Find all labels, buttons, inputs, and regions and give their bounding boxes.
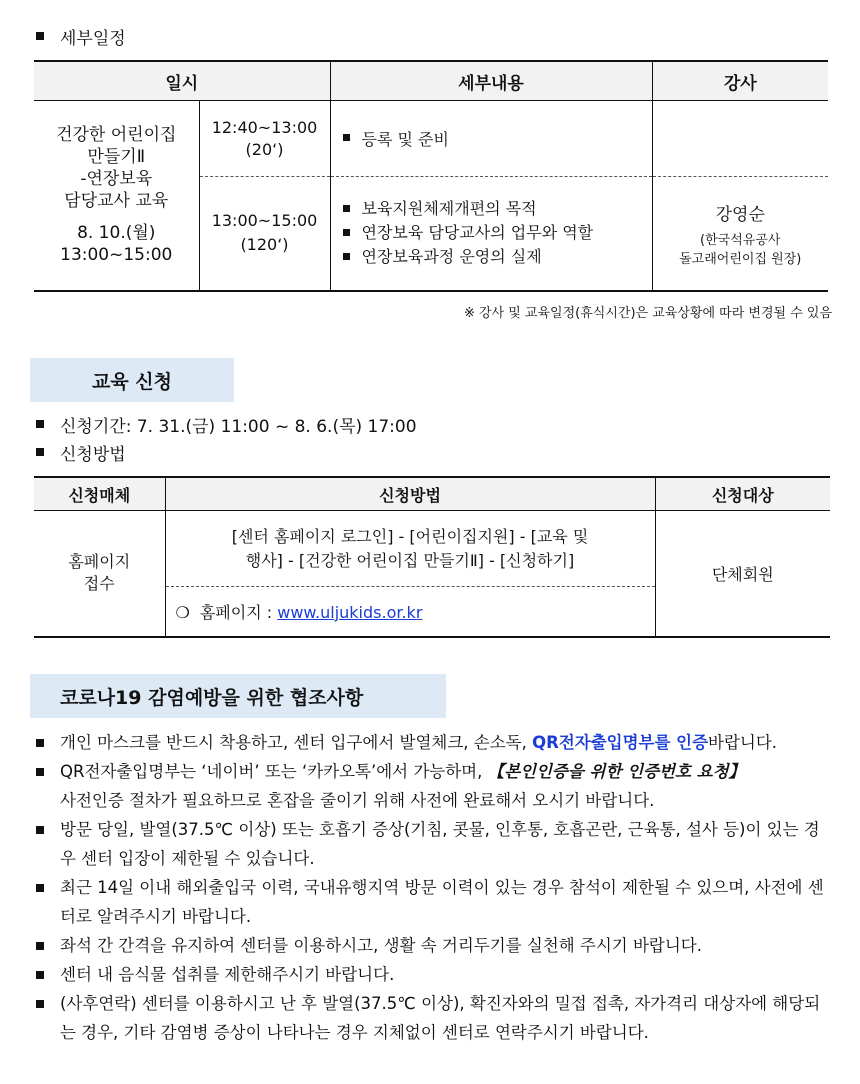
instructor-cell <box>652 177 828 291</box>
bullet-square-icon <box>36 826 44 834</box>
duration: (120‘) <box>240 235 289 255</box>
list-item <box>36 931 832 960</box>
bullet-square-icon <box>36 448 44 456</box>
bullet-square-icon <box>343 134 350 141</box>
header-instructor: 강사 <box>652 61 828 101</box>
item-text: 좌석 간 간격을 유지하여 센터를 이용하시고, 생활 속 거리두기를 실천해 주시기 바랍니다. <box>60 936 702 955</box>
method-path: 행사] - [건강한 어린이집 만들기Ⅱ] - [신청하기] <box>245 550 575 570</box>
covid-section-title <box>30 674 446 718</box>
bullet-square-icon <box>36 32 44 40</box>
schedule-heading: 세부일정 <box>60 29 126 49</box>
covid-section-label: 코로나19 감염예방을 위한 협조사항 <box>60 686 364 709</box>
detail-cell <box>330 177 652 291</box>
apply-method-row <box>36 440 126 465</box>
list-item <box>36 728 832 757</box>
apply-period: 신청기간: 7. 31.(금) 11:00 ~ 8. 6.(목) 17:00 <box>60 417 417 437</box>
header-method: 신청방법 <box>165 477 655 511</box>
bullet-square-icon <box>36 884 44 892</box>
detail-item: 등록 및 준비 <box>361 130 449 149</box>
program-cell <box>34 101 199 291</box>
item-emphasis: QR전자출입명부를 인증 <box>532 733 709 752</box>
schedule-heading-row <box>36 24 126 49</box>
detail-item: 연장보육 담당교사의 업무와 역할 <box>361 223 594 243</box>
bullet-square-icon <box>36 1000 44 1008</box>
apply-section-title <box>30 358 234 402</box>
detail-item: 연장보육과정 운영의 실제 <box>361 247 542 267</box>
bullet-square-icon <box>36 420 44 428</box>
program-line: -연장보육 <box>80 169 153 190</box>
item-emphasis: 【본인인증을 위한 인증번호 요청】 <box>487 762 746 781</box>
item-text: 센터 내 음식물 섭취를 제한해주시기 바랍니다. <box>60 965 395 984</box>
method-cell <box>165 511 655 587</box>
circle-bullet-icon: ❍ <box>175 602 190 622</box>
bullet-square-icon <box>36 768 44 776</box>
target-cell: 단체회원 <box>655 511 830 637</box>
bullet-square-icon <box>343 229 350 236</box>
instructor-role: 돌고래어린이집 원장) <box>679 251 802 267</box>
apply-table <box>34 476 830 638</box>
schedule-table <box>34 60 828 292</box>
bullet-square-icon <box>36 971 44 979</box>
covid-list <box>36 728 832 1047</box>
item-text: QR전자출입명부는 ‘네이버’ 또는 ‘카카오톡’에서 가능하며, <box>60 762 488 781</box>
apply-method-heading: 신청방법 <box>60 445 126 465</box>
instructor-name: 강영순 <box>715 204 765 225</box>
header-target: 신청대상 <box>655 477 830 511</box>
medium-line: 홈페이지 <box>68 552 131 572</box>
list-item <box>36 989 832 1047</box>
list-item <box>36 960 832 989</box>
header-detail: 세부내용 <box>330 61 652 101</box>
header-medium: 신청매체 <box>34 477 165 511</box>
item-text: 최근 14일 이내 해외출입국 이력, 국내유행지역 방문 이력이 있는 경우 참석이 제한될 수 있으며, 사전에 센터로 알려주시기 바랍니다. <box>60 878 824 926</box>
instructor-org: (한국석유공사 <box>700 232 781 248</box>
item-text: 개인 마스크를 반드시 착용하고, 센터 입구에서 발열체크, 손소독, <box>60 733 533 752</box>
medium-cell <box>34 511 165 637</box>
program-time: 13:00~15:00 <box>60 245 173 266</box>
detail-cell <box>330 101 652 177</box>
list-item <box>36 757 832 815</box>
homepage-cell <box>165 587 655 637</box>
apply-section-label: 교육 신청 <box>91 370 173 393</box>
apply-period-row <box>36 412 417 437</box>
instructor-cell <box>652 101 828 177</box>
homepage-label: 홈페이지 : <box>199 602 278 622</box>
bullet-square-icon <box>343 253 350 260</box>
bullet-square-icon <box>36 942 44 950</box>
item-text: 사전인증 절차가 필요하므로 혼잡을 줄이기 위해 사전에 완료해서 오시기 바랍니다. <box>60 791 655 810</box>
time-range: 12:40~13:00 <box>211 117 318 137</box>
header-datetime: 일시 <box>34 61 330 101</box>
item-text: 바랍니다. <box>708 733 778 752</box>
program-line: 담당교사 교육 <box>64 191 169 212</box>
detail-item: 보육지원체제개편의 목적 <box>361 199 537 219</box>
method-path: [센터 홈페이지 로그인] - [어린이집지원] - [교육 및 <box>231 526 589 546</box>
medium-line: 접수 <box>83 574 115 594</box>
program-line: 건강한 어린이집 <box>56 125 177 146</box>
item-text: 방문 당일, 발열(37.5℃ 이상) 또는 호흡기 증상(기침, 콧물, 인후통, 호흡곤란, 근육통, 설사 등)이 있는 경우 센터 입장이 제한될 수 있습니다. <box>60 820 820 868</box>
homepage-link[interactable]: www.uljukids.or.kr <box>277 602 423 622</box>
list-item <box>36 815 832 873</box>
time-range: 13:00~15:00 <box>211 211 318 231</box>
list-item <box>36 873 832 931</box>
time-cell <box>199 177 330 291</box>
program-date: 8. 10.(월) <box>77 223 156 244</box>
item-text: (사후연락) 센터를 이용하시고 난 후 발열(37.5℃ 이상), 확진자와의 밀접 접촉, 자가격리 대상자에 해당되는 경우, 기타 감염병 증상이 나타나는 경우 지체없이 센터로 연락주시기 바랍니다. <box>60 994 821 1042</box>
program-line: 만들기Ⅱ <box>87 147 146 168</box>
bullet-square-icon <box>343 205 350 212</box>
bullet-square-icon <box>36 739 44 747</box>
schedule-note: ※ 강사 및 교육일정(휴식시간)은 교육상황에 따라 변경될 수 있음 <box>463 306 832 321</box>
time-cell <box>199 101 330 177</box>
duration: (20‘) <box>245 139 284 159</box>
